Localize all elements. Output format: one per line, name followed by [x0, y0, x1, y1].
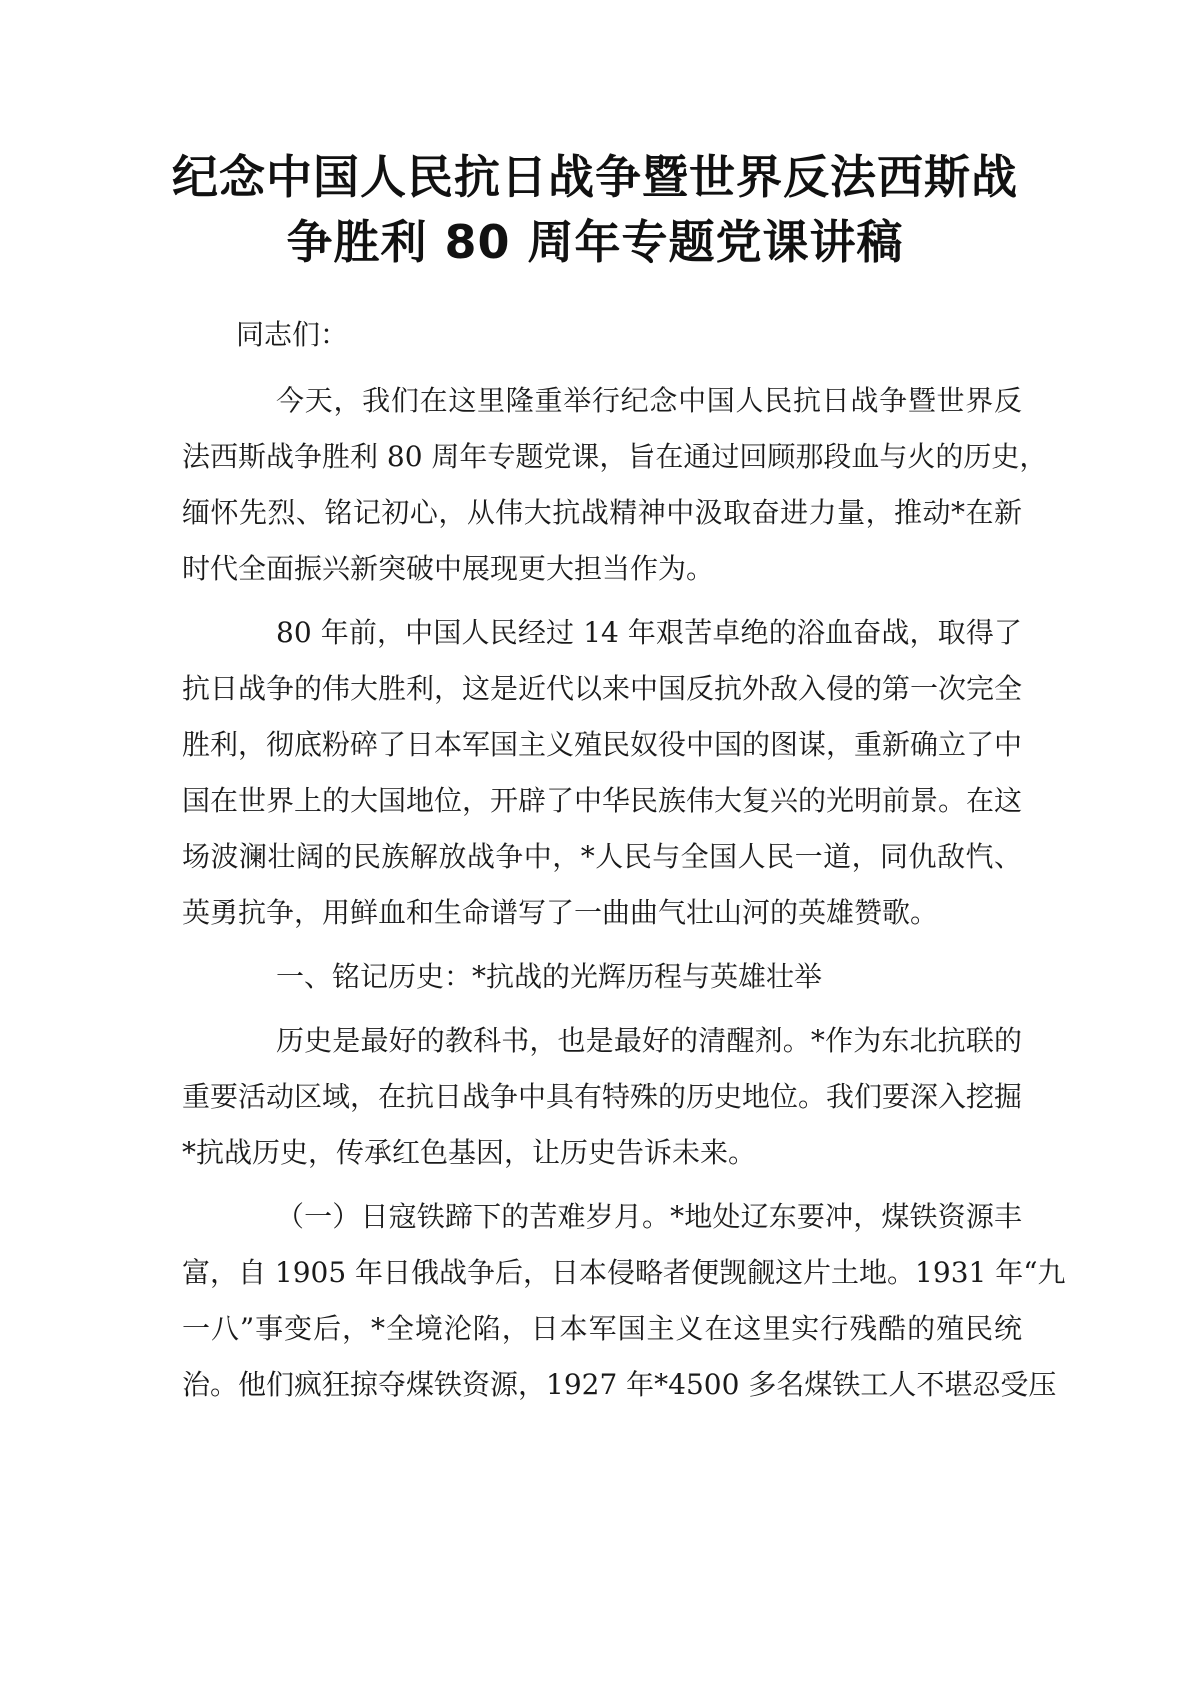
paragraph-line: 治。他们疯狂掠夺煤铁资源，1927 年*4500 多名煤铁工人不堪忍受压: [182, 1368, 1057, 1401]
paragraph-line: 胜利，彻底粉碎了日本军国主义殖民奴役中国的图谋，重新确立了中: [182, 728, 1023, 761]
paragraph-line: 英勇抗争，用鲜血和生命谱写了一曲曲气壮山河的英雄赞歌。: [182, 896, 939, 929]
paragraph-line: 时代全面振兴新突破中展现更大担当作为。: [182, 552, 715, 585]
paragraph-line: 80 年前，中国人民经过 14 年艰苦卓绝的浴血奋战，取得了: [276, 616, 1022, 649]
paragraph-line: 国在世界上的大国地位，开辟了中华民族伟大复兴的光明前景。在这: [182, 784, 1023, 817]
paragraph-line: 历史是最好的教科书，也是最好的清醒剂。*作为东北抗联的: [276, 1024, 1022, 1057]
salutation: 同志们：: [236, 318, 349, 351]
section-heading: 一、铭记历史：*抗战的光辉历程与英雄壮举: [276, 960, 823, 993]
paragraph-line: 抗日战争的伟大胜利，这是近代以来中国反抗外敌入侵的第一次完全: [182, 672, 1023, 705]
paragraph-line: 重要活动区域，在抗日战争中具有特殊的历史地位。我们要深入挖掘: [182, 1080, 1023, 1113]
paragraph-line: 一八”事变后，*全境沦陷，日本军国主义在这里实行残酷的殖民统: [182, 1312, 1022, 1345]
paragraph-line: （一）日寇铁蹄下的苦难岁月。*地处辽东要冲，煤铁资源丰: [276, 1200, 1022, 1233]
paragraph-line: *抗战历史，传承红色基因，让历史告诉未来。: [182, 1136, 757, 1169]
paragraph-line: 今天，我们在这里隆重举行纪念中国人民抗日战争暨世界反: [276, 384, 1022, 417]
paragraph-line: 场波澜壮阔的民族解放战争中，*人民与全国人民一道，同仇敌忾、: [182, 840, 1022, 873]
document-title-line-2: 争胜利 80 周年专题党课讲稿: [286, 215, 904, 269]
paragraph-line: 富，自 1905 年日俄战争后，日本侵略者便觊觎这片土地。1931 年“九: [182, 1256, 1066, 1289]
document-title-line-1: 纪念中国人民抗日战争暨世界反法西斯战: [172, 150, 1018, 204]
paragraph-line: 法西斯战争胜利 80 周年专题党课，旨在通过回顾那段血与火的历史，: [182, 440, 1048, 473]
paragraph-line: 缅怀先烈、铭记初心，从伟大抗战精神中汲取奋进力量，推动*在新: [182, 496, 1022, 529]
